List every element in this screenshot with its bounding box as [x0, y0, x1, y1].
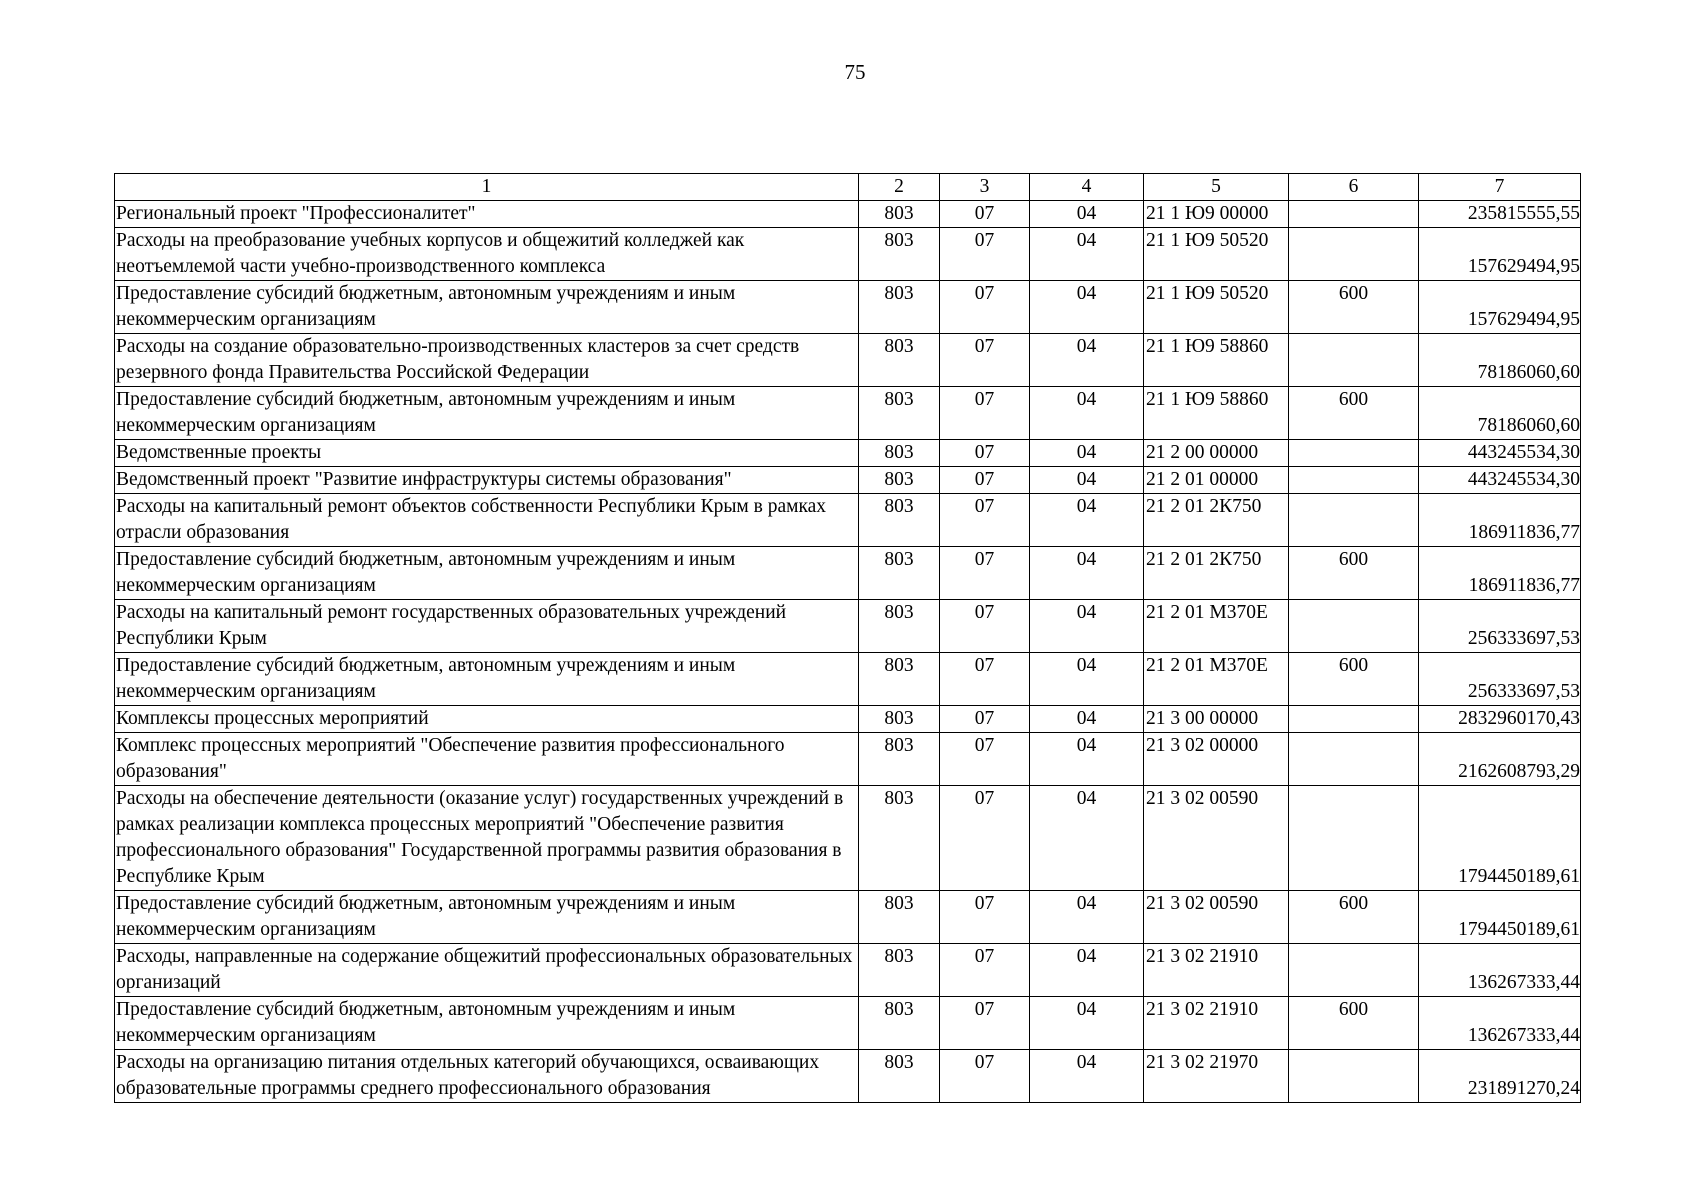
- ministry-code-cell: 803: [859, 944, 940, 997]
- subsection-code-cell: 04: [1030, 944, 1144, 997]
- expense-type-cell: [1289, 494, 1419, 547]
- section-code-cell: 07: [940, 706, 1030, 733]
- expense-name-cell: Расходы, направленные на содержание общежитий профессиональных образовательных организаций: [115, 944, 859, 997]
- section-code-cell: 07: [940, 1050, 1030, 1103]
- header-row: [115, 174, 1581, 201]
- amount-cell: 136267333,44: [1419, 997, 1581, 1050]
- subsection-code-cell: 04: [1030, 997, 1144, 1050]
- header-cell: 2: [859, 174, 940, 201]
- table-row: [115, 201, 1581, 228]
- table-row: [115, 997, 1581, 1050]
- section-code-cell: 07: [940, 334, 1030, 387]
- amount-cell: 78186060,60: [1419, 334, 1581, 387]
- table-row: [115, 387, 1581, 440]
- target-article-cell: 21 3 02 21910: [1144, 944, 1289, 997]
- ministry-code-cell: 803: [859, 1050, 940, 1103]
- table-row: [115, 944, 1581, 997]
- table-row: [115, 891, 1581, 944]
- ministry-code-cell: 803: [859, 706, 940, 733]
- subsection-code-cell: 04: [1030, 201, 1144, 228]
- table-row: [115, 786, 1581, 891]
- section-code-cell: 07: [940, 440, 1030, 467]
- target-article-cell: 21 3 02 00000: [1144, 733, 1289, 786]
- expense-name-cell: Комплексы процессных мероприятий: [115, 706, 859, 733]
- ministry-code-cell: 803: [859, 467, 940, 494]
- table-row: [115, 653, 1581, 706]
- expense-name-cell: Региональный проект "Профессионалитет": [115, 201, 859, 228]
- amount-cell: 443245534,30: [1419, 440, 1581, 467]
- ministry-code-cell: 803: [859, 600, 940, 653]
- section-code-cell: 07: [940, 891, 1030, 944]
- ministry-code-cell: 803: [859, 891, 940, 944]
- header-cell: 3: [940, 174, 1030, 201]
- amount-cell: 1794450189,61: [1419, 891, 1581, 944]
- section-code-cell: 07: [940, 547, 1030, 600]
- table-row: [115, 228, 1581, 281]
- table-row: [115, 440, 1581, 467]
- subsection-code-cell: 04: [1030, 467, 1144, 494]
- amount-cell: 157629494,95: [1419, 281, 1581, 334]
- subsection-code-cell: 04: [1030, 706, 1144, 733]
- section-code-cell: 07: [940, 467, 1030, 494]
- amount-cell: 231891270,24: [1419, 1050, 1581, 1103]
- expense-name-cell: Предоставление субсидий бюджетным, автономным учреждениям и иным некоммерческим организациям: [115, 653, 859, 706]
- expense-type-cell: 600: [1289, 281, 1419, 334]
- header-cell: 1: [115, 174, 859, 201]
- budget-table: [114, 173, 1581, 1103]
- expense-name-cell: Предоставление субсидий бюджетным, автономным учреждениям и иным некоммерческим организациям: [115, 281, 859, 334]
- ministry-code-cell: 803: [859, 440, 940, 467]
- amount-cell: 443245534,30: [1419, 467, 1581, 494]
- expense-name-cell: Предоставление субсидий бюджетным, автономным учреждениям и иным некоммерческим организациям: [115, 547, 859, 600]
- header-cell: 7: [1419, 174, 1581, 201]
- amount-cell: 157629494,95: [1419, 228, 1581, 281]
- expense-type-cell: [1289, 334, 1419, 387]
- target-article-cell: 21 3 02 21910: [1144, 997, 1289, 1050]
- expense-type-cell: [1289, 1050, 1419, 1103]
- section-code-cell: 07: [940, 733, 1030, 786]
- target-article-cell: 21 3 02 00590: [1144, 891, 1289, 944]
- amount-cell: 1794450189,61: [1419, 786, 1581, 891]
- amount-cell: 2832960170,43: [1419, 706, 1581, 733]
- section-code-cell: 07: [940, 387, 1030, 440]
- expense-type-cell: [1289, 228, 1419, 281]
- target-article-cell: 21 3 00 00000: [1144, 706, 1289, 733]
- table-row: [115, 467, 1581, 494]
- table-row: [115, 706, 1581, 733]
- table-row: [115, 600, 1581, 653]
- subsection-code-cell: 04: [1030, 281, 1144, 334]
- expense-type-cell: [1289, 944, 1419, 997]
- section-code-cell: 07: [940, 944, 1030, 997]
- ministry-code-cell: 803: [859, 494, 940, 547]
- table-row: [115, 547, 1581, 600]
- target-article-cell: 21 2 01 00000: [1144, 467, 1289, 494]
- ministry-code-cell: 803: [859, 653, 940, 706]
- expense-type-cell: [1289, 706, 1419, 733]
- expense-type-cell: 600: [1289, 387, 1419, 440]
- expense-name-cell: Расходы на обеспечение деятельности (оказание услуг) государственных учреждений в рамках реализации комплекса процессных мероприятий "Обеспечение развития профессионального образования" Государственной программы развития образования в Республике Крым: [115, 786, 859, 891]
- section-code-cell: 07: [940, 201, 1030, 228]
- table-row: [115, 281, 1581, 334]
- section-code-cell: 07: [940, 228, 1030, 281]
- target-article-cell: 21 2 01 2К750: [1144, 494, 1289, 547]
- expense-type-cell: [1289, 201, 1419, 228]
- target-article-cell: 21 1 Ю9 50520: [1144, 281, 1289, 334]
- amount-cell: 256333697,53: [1419, 653, 1581, 706]
- expense-type-cell: [1289, 440, 1419, 467]
- expense-name-cell: Расходы на капитальный ремонт государственных образовательных учреждений Республики Крым: [115, 600, 859, 653]
- subsection-code-cell: 04: [1030, 547, 1144, 600]
- ministry-code-cell: 803: [859, 786, 940, 891]
- table-row: [115, 494, 1581, 547]
- subsection-code-cell: 04: [1030, 786, 1144, 891]
- target-article-cell: 21 1 Ю9 58860: [1144, 334, 1289, 387]
- amount-cell: 186911836,77: [1419, 547, 1581, 600]
- subsection-code-cell: 04: [1030, 387, 1144, 440]
- subsection-code-cell: 04: [1030, 891, 1144, 944]
- ministry-code-cell: 803: [859, 387, 940, 440]
- target-article-cell: 21 3 02 00590: [1144, 786, 1289, 891]
- expense-type-cell: 600: [1289, 653, 1419, 706]
- section-code-cell: 07: [940, 494, 1030, 547]
- expense-type-cell: [1289, 786, 1419, 891]
- table-row: [115, 334, 1581, 387]
- subsection-code-cell: 04: [1030, 494, 1144, 547]
- header-cell: 4: [1030, 174, 1144, 201]
- amount-cell: 256333697,53: [1419, 600, 1581, 653]
- subsection-code-cell: 04: [1030, 334, 1144, 387]
- page-number: 75: [844, 60, 866, 84]
- target-article-cell: 21 2 00 00000: [1144, 440, 1289, 467]
- subsection-code-cell: 04: [1030, 653, 1144, 706]
- expense-type-cell: [1289, 467, 1419, 494]
- expense-type-cell: [1289, 733, 1419, 786]
- section-code-cell: 07: [940, 997, 1030, 1050]
- ministry-code-cell: 803: [859, 334, 940, 387]
- subsection-code-cell: 04: [1030, 440, 1144, 467]
- amount-cell: 2162608793,29: [1419, 733, 1581, 786]
- subsection-code-cell: 04: [1030, 1050, 1144, 1103]
- target-article-cell: 21 3 02 21970: [1144, 1050, 1289, 1103]
- expense-type-cell: 600: [1289, 891, 1419, 944]
- ministry-code-cell: 803: [859, 547, 940, 600]
- expense-name-cell: Ведомственные проекты: [115, 440, 859, 467]
- section-code-cell: 07: [940, 600, 1030, 653]
- ministry-code-cell: 803: [859, 281, 940, 334]
- amount-cell: 78186060,60: [1419, 387, 1581, 440]
- expense-name-cell: Предоставление субсидий бюджетным, автономным учреждениям и иным некоммерческим организациям: [115, 997, 859, 1050]
- subsection-code-cell: 04: [1030, 228, 1144, 281]
- expense-name-cell: Расходы на капитальный ремонт объектов собственности Республики Крым в рамках отрасли образования: [115, 494, 859, 547]
- expense-name-cell: Расходы на создание образовательно-производственных кластеров за счет средств резервного фонда Правительства Российской Федерации: [115, 334, 859, 387]
- header-cell: 6: [1289, 174, 1419, 201]
- section-code-cell: 07: [940, 281, 1030, 334]
- target-article-cell: 21 1 Ю9 58860: [1144, 387, 1289, 440]
- section-code-cell: 07: [940, 786, 1030, 891]
- ministry-code-cell: 803: [859, 228, 940, 281]
- header-cell: 5: [1144, 174, 1289, 201]
- expense-name-cell: Ведомственный проект "Развитие инфраструктуры системы образования": [115, 467, 859, 494]
- table-row: [115, 733, 1581, 786]
- ministry-code-cell: 803: [859, 201, 940, 228]
- ministry-code-cell: 803: [859, 997, 940, 1050]
- expense-type-cell: 600: [1289, 547, 1419, 600]
- target-article-cell: 21 2 01 М370Е: [1144, 600, 1289, 653]
- subsection-code-cell: 04: [1030, 600, 1144, 653]
- expense-type-cell: [1289, 600, 1419, 653]
- expense-name-cell: Предоставление субсидий бюджетным, автономным учреждениям и иным некоммерческим организациям: [115, 891, 859, 944]
- expense-name-cell: Расходы на преобразование учебных корпусов и общежитий колледжей как неотъемлемой части учебно-производственного комплекса: [115, 228, 859, 281]
- ministry-code-cell: 803: [859, 733, 940, 786]
- amount-cell: 235815555,55: [1419, 201, 1581, 228]
- amount-cell: 186911836,77: [1419, 494, 1581, 547]
- target-article-cell: 21 2 01 2К750: [1144, 547, 1289, 600]
- amount-cell: 136267333,44: [1419, 944, 1581, 997]
- expense-type-cell: 600: [1289, 997, 1419, 1050]
- subsection-code-cell: 04: [1030, 733, 1144, 786]
- target-article-cell: 21 1 Ю9 00000: [1144, 201, 1289, 228]
- target-article-cell: 21 1 Ю9 50520: [1144, 228, 1289, 281]
- expense-name-cell: Комплекс процессных мероприятий "Обеспечение развития профессионального образования": [115, 733, 859, 786]
- table-row: [115, 1050, 1581, 1103]
- expense-name-cell: Расходы на организацию питания отдельных категорий обучающихся, осваивающих образовательные программы среднего профессионального образования: [115, 1050, 859, 1103]
- target-article-cell: 21 2 01 М370Е: [1144, 653, 1289, 706]
- expense-name-cell: Предоставление субсидий бюджетным, автономным учреждениям и иным некоммерческим организациям: [115, 387, 859, 440]
- section-code-cell: 07: [940, 653, 1030, 706]
